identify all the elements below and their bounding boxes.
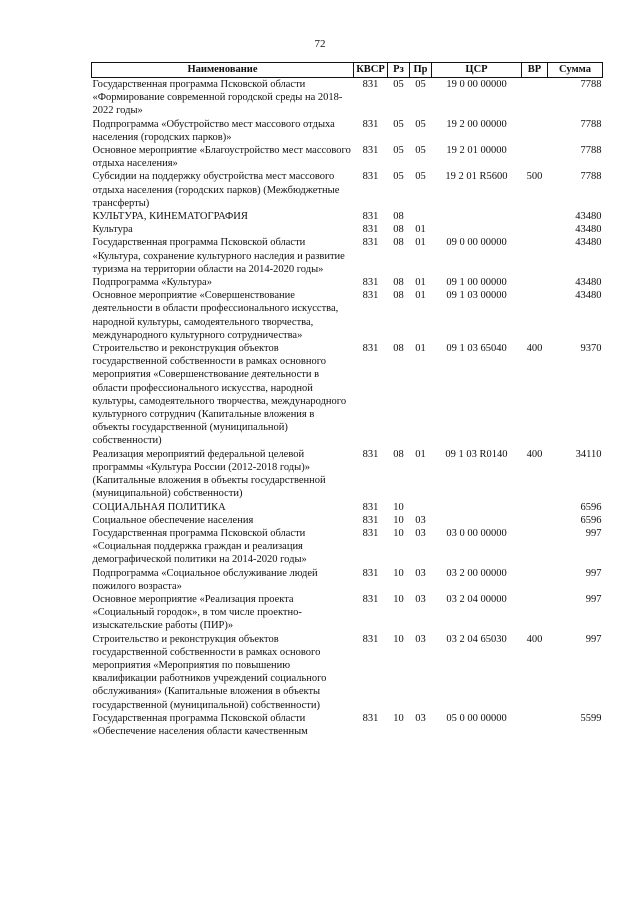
cell-rz: 10 xyxy=(393,527,404,539)
table-row xyxy=(92,527,603,567)
header-kvsr: КВСР xyxy=(354,63,388,78)
cell-vr: 500 xyxy=(526,171,543,183)
table-row xyxy=(92,712,603,738)
table-row xyxy=(92,118,603,144)
cell-pr: 01 xyxy=(415,237,426,249)
cell-rz: 08 xyxy=(393,448,404,460)
cell-vr xyxy=(522,501,548,514)
cell-sum: 997 xyxy=(585,527,602,539)
cell-kvsr: 831 xyxy=(362,237,379,249)
cell-rz: 10 xyxy=(393,712,404,724)
cell-pr: 01 xyxy=(415,224,426,236)
cell-name: Основное мероприятие «Реализация проекта «Социальный городок», в том числе проектно-изыскательские работы (ПИР)» xyxy=(92,593,302,632)
cell-pr: 03 xyxy=(415,712,426,724)
table-row xyxy=(92,448,603,501)
cell-rz: 08 xyxy=(393,277,404,289)
cell-sum: 997 xyxy=(585,567,602,579)
cell-pr: 05 xyxy=(415,79,426,90)
cell-rz: 05 xyxy=(393,118,404,130)
table-row xyxy=(92,170,603,210)
cell-sum: 6596 xyxy=(580,501,602,513)
cell-csr xyxy=(432,210,522,223)
cell-sum: 43480 xyxy=(575,237,602,249)
cell-pr xyxy=(410,501,432,514)
header-vr: ВР xyxy=(522,63,548,78)
cell-csr xyxy=(432,514,522,527)
cell-name: Социальное обеспечение населения xyxy=(92,514,254,526)
cell-vr xyxy=(522,144,548,170)
cell-name: Субсидии на поддержку обустройства мест массового отдыха населения (городских парков) (Межбюджетные трансферты) xyxy=(92,171,340,209)
table-row xyxy=(92,289,603,342)
cell-csr: 19 2 01 R5600 xyxy=(445,171,508,183)
cell-name: Строительство и реконструкция объектов государственной собственности в рамках основого мероприятия «Мероприятия по повышению квалификации работников учреждений социального обслуживания» (Капитальные вложения в объекты государственной (муниципальной) собственности) xyxy=(92,633,327,711)
cell-csr: 09 1 00 00000 xyxy=(446,277,507,289)
cell-kvsr: 831 xyxy=(362,633,379,645)
cell-name: Государственная программа Псковской области «Культура, сохранение культурного наследия и развитие туризма на территории области на 2014-2020 годы» xyxy=(92,237,345,275)
cell-vr xyxy=(522,514,548,527)
cell-rz: 08 xyxy=(393,343,404,355)
table-row xyxy=(92,342,603,448)
cell-vr xyxy=(522,289,548,342)
cell-name: Подпрограмма «Культура» xyxy=(92,277,212,289)
cell-name: Государственная программа Псковской области «Обеспечение населения области качественным xyxy=(92,712,308,737)
cell-vr xyxy=(522,236,548,276)
table-row xyxy=(92,514,603,527)
header-rz: Рз xyxy=(388,63,410,78)
cell-kvsr: 831 xyxy=(362,145,379,157)
section-row xyxy=(92,501,603,514)
header-sum: Сумма xyxy=(548,63,603,78)
cell-csr: 09 1 03 R0140 xyxy=(445,448,508,460)
cell-rz: 05 xyxy=(393,79,404,90)
cell-csr: 03 2 04 00000 xyxy=(446,593,507,605)
cell-vr xyxy=(522,210,548,223)
cell-pr: 01 xyxy=(415,448,426,460)
table-header-row xyxy=(92,63,603,78)
cell-kvsr: 831 xyxy=(362,118,379,130)
cell-rz: 10 xyxy=(393,514,404,526)
cell-name: Подпрограмма «Социальное обслуживание людей пожилого возраста» xyxy=(92,567,318,592)
cell-kvsr: 831 xyxy=(362,527,379,539)
header-csr: ЦСР xyxy=(432,63,522,78)
cell-csr: 03 0 00 00000 xyxy=(446,527,507,539)
cell-csr: 03 2 00 00000 xyxy=(446,567,507,579)
cell-pr: 03 xyxy=(415,514,426,526)
cell-sum: 997 xyxy=(585,633,602,645)
cell-name: Государственная программа Псковской области «Социальная поддержка граждан и реализация демографической политики на 2014-2020 годы» xyxy=(92,527,307,566)
table-row xyxy=(92,593,603,633)
cell-pr xyxy=(410,210,432,223)
cell-sum: 5599 xyxy=(580,712,602,724)
cell-csr xyxy=(432,501,522,514)
table-row xyxy=(92,567,603,593)
cell-vr xyxy=(522,712,548,738)
cell-rz: 08 xyxy=(393,224,404,236)
cell-name: Культура xyxy=(92,224,133,236)
cell-pr: 01 xyxy=(415,290,426,302)
cell-name: Строительство и реконструкция объектов государственной собственности в рамках основного мероприятия «Совершенствование деятельности в области профессионального искусства, народной культуры, самодеятельного творчества, международного культурного сотруднич (Капитальные вложения в объекты государственной (муниципальной) собственности) xyxy=(92,343,347,447)
table-body xyxy=(92,78,603,739)
cell-rz: 08 xyxy=(393,237,404,249)
cell-sum: 6596 xyxy=(580,514,602,526)
table-row xyxy=(92,223,603,236)
cell-sum: 43480 xyxy=(575,277,602,289)
table-row xyxy=(92,144,603,170)
cell-csr: 09 0 00 00000 xyxy=(446,237,507,249)
cell-vr: 400 xyxy=(526,448,543,460)
cell-csr: 19 2 00 00000 xyxy=(446,118,507,130)
header-pr: Пр xyxy=(410,63,432,78)
table-row xyxy=(92,276,603,289)
cell-sum: 7788 xyxy=(580,79,602,90)
cell-csr: 09 1 03 00000 xyxy=(446,290,507,302)
cell-rz: 05 xyxy=(393,145,404,157)
cell-sum: 997 xyxy=(585,593,602,605)
cell-kvsr: 831 xyxy=(362,448,379,460)
cell-sum: 43480 xyxy=(575,290,602,302)
cell-csr: 09 1 03 65040 xyxy=(446,343,507,355)
cell-csr xyxy=(432,223,522,236)
cell-pr: 01 xyxy=(415,277,426,289)
cell-kvsr: 831 xyxy=(362,501,379,513)
page-number: 72 xyxy=(314,38,326,50)
cell-sum: 7788 xyxy=(580,171,602,183)
cell-sum: 43480 xyxy=(575,211,602,223)
cell-kvsr: 831 xyxy=(362,224,379,236)
cell-vr: 400 xyxy=(526,633,543,645)
cell-rz: 05 xyxy=(393,171,404,183)
cell-rz: 08 xyxy=(393,211,404,223)
cell-kvsr: 831 xyxy=(362,290,379,302)
cell-pr: 03 xyxy=(415,567,426,579)
cell-kvsr: 831 xyxy=(362,171,379,183)
cell-pr: 05 xyxy=(415,118,426,130)
cell-pr: 03 xyxy=(415,633,426,645)
cell-kvsr: 831 xyxy=(362,593,379,605)
cell-pr: 03 xyxy=(415,593,426,605)
cell-vr xyxy=(522,223,548,236)
cell-kvsr: 831 xyxy=(362,211,379,223)
cell-sum: 7788 xyxy=(580,145,602,157)
cell-vr xyxy=(522,567,548,593)
cell-vr: 400 xyxy=(526,343,543,355)
cell-vr xyxy=(522,527,548,567)
cell-name: Реализация мероприятий федеральной целевой программы «Культура России (2012-2018 годы)» (Капитальные вложения в объекты государственной (муниципальной) собственности) xyxy=(92,448,326,500)
cell-rz: 10 xyxy=(393,567,404,579)
cell-kvsr: 831 xyxy=(362,567,379,579)
table-row xyxy=(92,78,603,118)
cell-kvsr: 831 xyxy=(362,343,379,355)
cell-sum: 34110 xyxy=(575,448,602,460)
cell-pr: 05 xyxy=(415,171,426,183)
section-row xyxy=(92,210,603,223)
cell-csr: 03 2 04 65030 xyxy=(446,633,507,645)
cell-name: СОЦИАЛЬНАЯ ПОЛИТИКА xyxy=(92,501,226,513)
cell-name: КУЛЬТУРА, КИНЕМАТОГРАФИЯ xyxy=(92,211,248,223)
cell-name: Основное мероприятие «Благоустройство мест массового отдыха населения» xyxy=(92,145,351,170)
cell-kvsr: 831 xyxy=(362,712,379,724)
cell-sum: 9370 xyxy=(580,343,602,355)
cell-name: Подпрограмма «Обустройство мест массового отдыха населения (городских парков)» xyxy=(92,118,335,143)
header-name: Наименование xyxy=(92,63,354,78)
cell-csr: 05 0 00 00000 xyxy=(446,712,507,724)
cell-csr: 19 0 00 00000 xyxy=(446,79,507,90)
cell-kvsr: 831 xyxy=(362,277,379,289)
cell-rz: 10 xyxy=(393,501,404,513)
cell-pr: 01 xyxy=(415,343,426,355)
cell-pr: 05 xyxy=(415,145,426,157)
table-row xyxy=(92,236,603,276)
table-row xyxy=(92,633,603,712)
cell-vr xyxy=(522,276,548,289)
budget-table xyxy=(91,62,603,738)
cell-rz: 10 xyxy=(393,593,404,605)
cell-name: Основное мероприятие «Совершенствование деятельности в области профессионального искусства, народной культуры, самодеятельного творчества, международного культурного сотрудничества» xyxy=(92,290,339,341)
cell-kvsr: 831 xyxy=(362,514,379,526)
cell-name: Государственная программа Псковской области «Формирование современной городской среды на 2018-2022 годы» xyxy=(92,79,343,117)
cell-vr xyxy=(522,593,548,633)
cell-rz: 08 xyxy=(393,290,404,302)
cell-rz: 10 xyxy=(393,633,404,645)
cell-vr xyxy=(522,118,548,144)
cell-pr: 03 xyxy=(415,527,426,539)
cell-csr: 19 2 01 00000 xyxy=(446,145,507,157)
cell-kvsr: 831 xyxy=(362,79,379,90)
cell-vr xyxy=(522,78,548,118)
cell-sum: 7788 xyxy=(580,118,602,130)
cell-sum: 43480 xyxy=(575,224,602,236)
